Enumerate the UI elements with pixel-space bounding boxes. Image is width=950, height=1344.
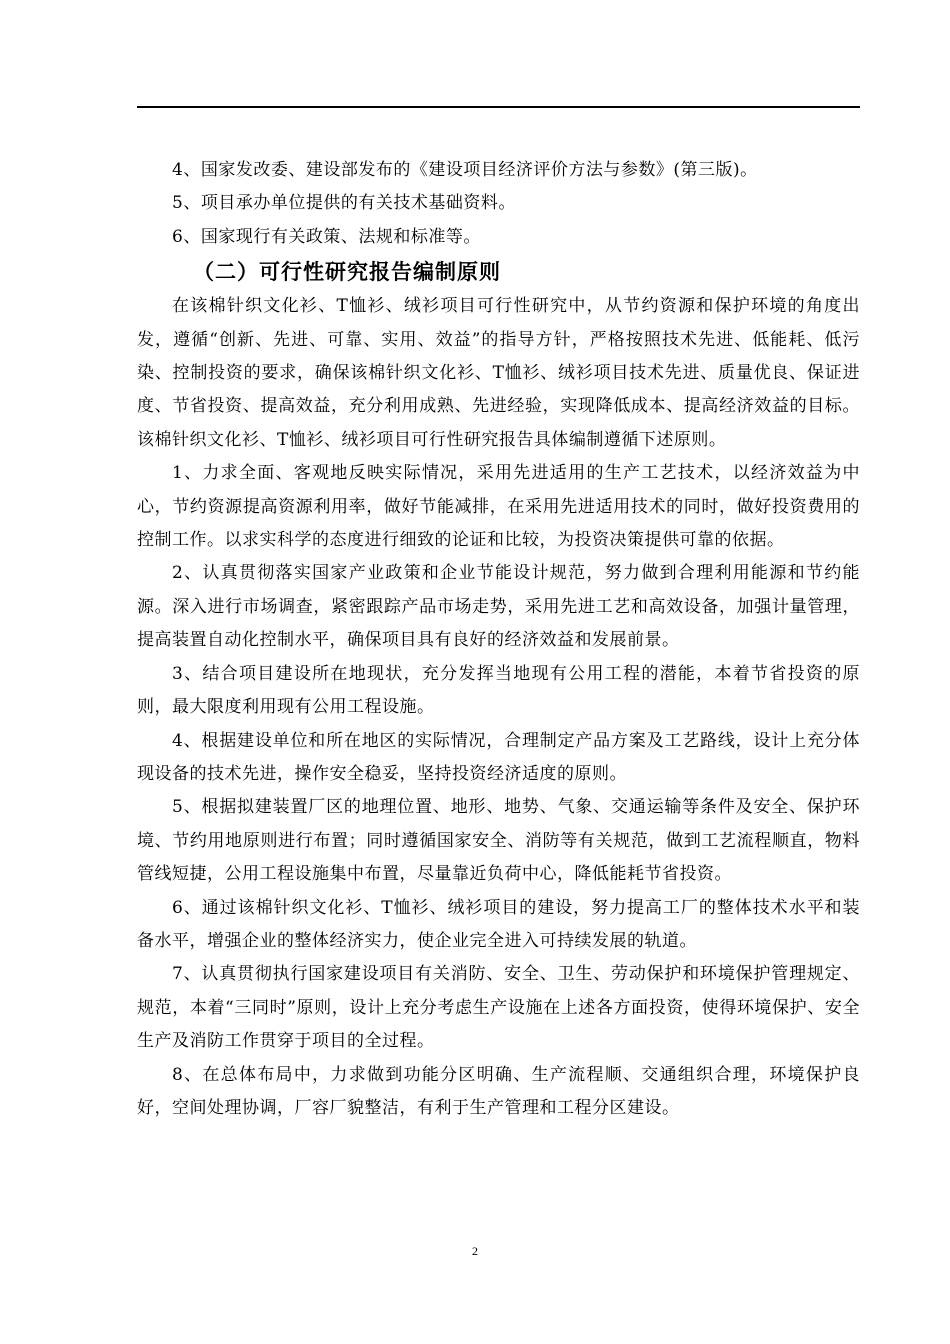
page-number: 2 <box>472 1244 478 1258</box>
principle-paragraph: 1、力求全面、客观地反映实际情况，采用先进适用的生产工艺技术，以经济效益为中心，节约资源提高资源利用率，做好节能减排，在采用先进适用技术的同时，做好投资费用的控制工作。以求实科学的态度进行细致的论证和比较，为投资决策提供可靠的依据。 <box>137 463 860 551</box>
principle-paragraph: 8、在总体布局中，力求做到功能分区明确、生产流程顺、交通组织合理，环境保护良好，空间处理协调，厂容厂貌整洁，有利于生产管理和工程分区建设。 <box>137 1064 860 1118</box>
principle-paragraph: 2、认真贯彻落实国家产业政策和企业节能设计规范，努力做到合理利用能源和节约能源。深入进行市场调查，紧密跟踪产品市场走势，采用先进工艺和高效设备，加强计量管理，提高装置自动化控制水平，确保项目具有良好的经济效益和发展前景。 <box>137 563 860 651</box>
document-body <box>137 154 860 1125</box>
list-item: 6、国家现行有关政策、法规和标准等。 <box>172 226 481 247</box>
principle-paragraph: 3、结合项目建设所在地现状，充分发挥当地现有公用工程的潜能，本着节省投资的原则，最大限度利用现有公用工程设施。 <box>137 663 860 718</box>
principle-paragraph: 6、通过该棉针织文化衫、T恤衫、绒衫项目的建设，努力提高工厂的整体技术水平和装备水平，增强企业的整体经济实力，使企业完全进入可持续发展的轨道。 <box>137 897 860 951</box>
principle-paragraph: 5、根据拟建装置厂区的地理位置、地形、地势、气象、交通运输等条件及安全、保护环境、节约用地原则进行布置；同时遵循国家安全、消防等有关规范，做到工艺流程顺直，物料管线短捷，公用工程设施集中布置，尽量靠近负荷中心，降低能耗节省投资。 <box>137 797 860 885</box>
principle-paragraph: 4、根据建设单位和所在地区的实际情况，合理制定产品方案及工艺路线，设计上充分体现设备的技术先进，操作安全稳妥，坚持投资经济适度的原则。 <box>137 730 860 784</box>
header-rule <box>137 106 860 108</box>
list-item: 4、国家发改委、建设部发布的《建设项目经济评价方法与参数》(第三版)。 <box>172 160 758 180</box>
intro-paragraph: 在该棉针织文化衫、T恤衫、绒衫项目可行性研究中，从节约资源和保护环境的角度出发，遵循“创新、先进、可靠、实用、效益”的指导方针，严格按照技术先进、低能耗、低污染、控制投资的要求，确保该棉针织文化衫、T恤衫、绒衫项目技术先进、质量优良、保证进度、节省投资、提高效益，充分利用成熟、先进经验，实现降低成本、提高经济效益的目标。该棉针织文化衫、T恤衫、绒衫项目可行性研究报告具体编制遵循下述原则。 <box>137 296 860 450</box>
section-heading: （二）可行性研究报告编制原则 <box>193 260 501 285</box>
principle-paragraph: 7、认真贯彻执行国家建设项目有关消防、安全、卫生、劳动保护和环境保护管理规定、规范，本着“三同时”原则，设计上充分考虑生产设施在上述各方面投资，使得环境保护、安全生产及消防工作贯穿于项目的全过程。 <box>137 964 860 1052</box>
list-item: 5、项目承办单位提供的有关技术基础资料。 <box>172 193 516 214</box>
